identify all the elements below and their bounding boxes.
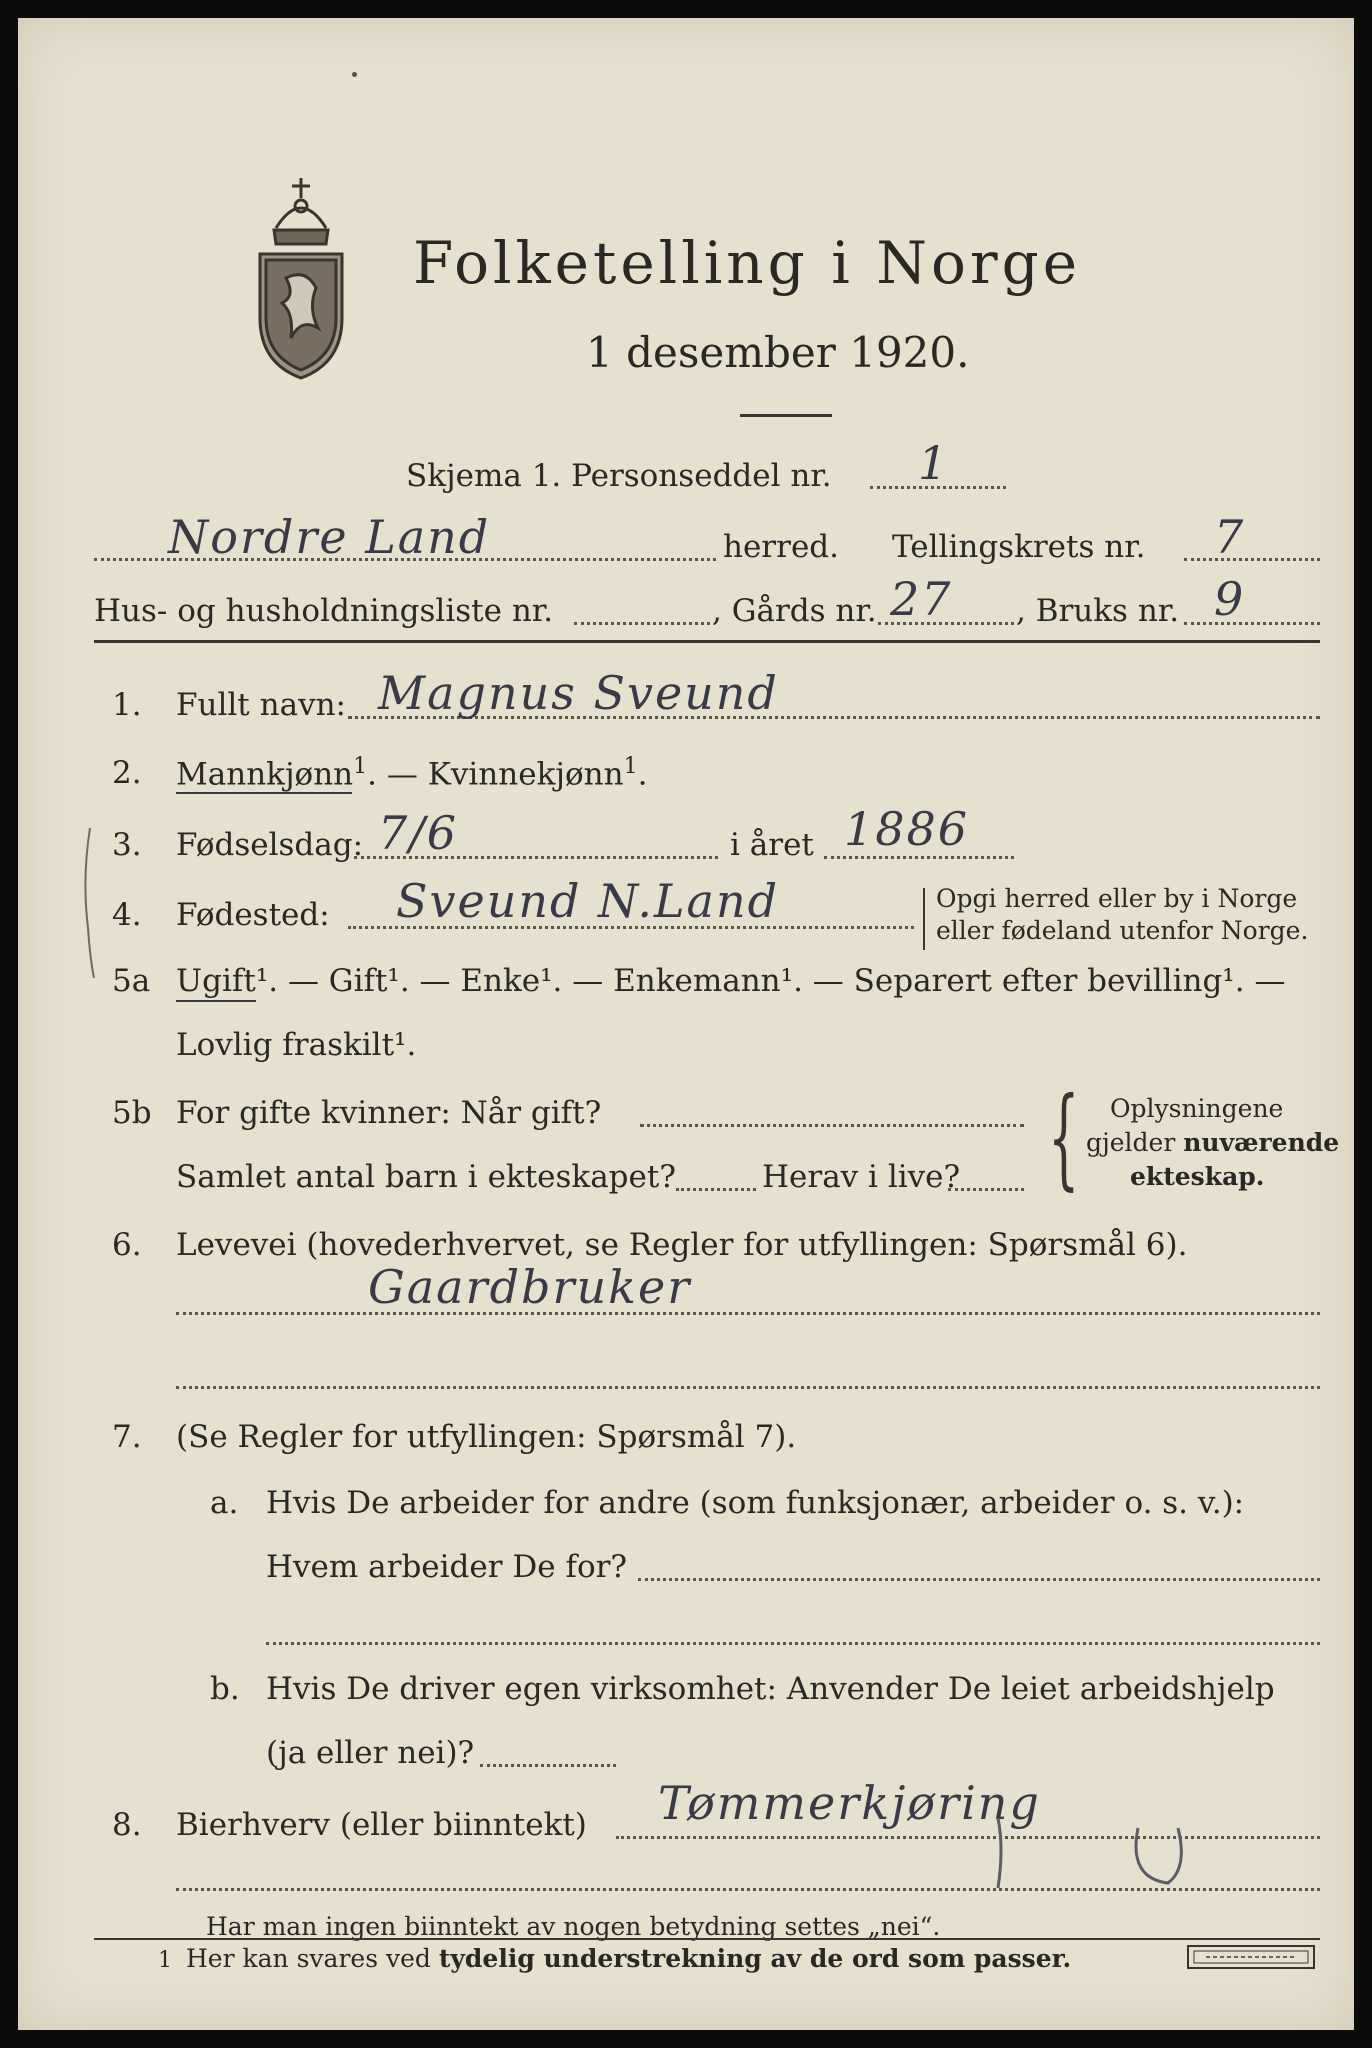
- q7-label: (Se Regler for utfyllingen: Spørsmål 7).: [176, 1419, 797, 1455]
- tellingskrets-line: [1184, 558, 1320, 561]
- q4-label: Fødested:: [176, 897, 330, 933]
- tellingskrets-nr: 7: [1214, 510, 1246, 564]
- gards-label: , Gårds nr.: [712, 593, 877, 629]
- q4-fodested: Sveund N.Land: [396, 874, 780, 928]
- bruks-nr: 9: [1214, 572, 1246, 626]
- q3-year-label: i året: [730, 827, 814, 863]
- q3-label: Fødselsdag:: [176, 827, 364, 863]
- q6-line2: [176, 1386, 1320, 1389]
- q7a-line2: Hvem arbeider De for?: [266, 1549, 628, 1585]
- q5b-note-line3: ekteskap.: [1130, 1162, 1265, 1191]
- gards-nr: 27: [890, 572, 953, 626]
- q4-note-line2: eller fødeland utenfor Norge.: [936, 916, 1309, 945]
- q5b-nar-gift-line: [640, 1124, 1024, 1127]
- q1-fullt-navn: Magnus Sveund: [378, 666, 779, 720]
- nei-note: Har man ingen biinntekt av nogen betydning settes „nei“.: [206, 1912, 941, 1941]
- q2-number: 2.: [112, 755, 142, 791]
- footnote-number: 1: [158, 1948, 172, 1973]
- q5b-line1: For gifte kvinner: Når gift?: [176, 1095, 602, 1131]
- q3-fodselsdag: 7/6: [378, 806, 459, 860]
- q7a-line1: Hvis De arbeider for andre (som funksjonær, arbeider o. s. v.):: [266, 1485, 1245, 1521]
- q5a-number: 5a: [112, 963, 151, 999]
- q7-number: 7.: [112, 1419, 142, 1455]
- q3-year: 1886: [844, 802, 970, 856]
- header-rule: [94, 640, 1320, 643]
- q5b-note-line2: gjelder nuværende: [1086, 1128, 1340, 1157]
- skjema-label: Skjema 1. Personseddel nr.: [406, 458, 832, 494]
- q3-number: 3.: [112, 827, 142, 863]
- hus-label: Hus- og husholdningsliste nr.: [94, 593, 554, 629]
- q1-label: Fullt navn:: [176, 687, 346, 723]
- q5b-note-line1: Oplysningene: [1110, 1094, 1284, 1123]
- q3-year-line: [824, 856, 1014, 859]
- q7b-line: [480, 1764, 616, 1767]
- bruks-label: , Bruks nr.: [1016, 593, 1180, 629]
- q5b-line2b: Herav i live?: [762, 1159, 961, 1195]
- q8-pencil-strokes: [978, 1808, 1238, 1898]
- q4-note-line1: Opgi herred eller by i Norge: [936, 884, 1298, 913]
- q8-bierhverv: Tømmerkjøring: [658, 1776, 1041, 1830]
- form-title: Folketelling i Norge: [413, 229, 1082, 297]
- printer-stamp-icon: [1186, 1944, 1316, 1970]
- coat-of-arms-icon: [246, 168, 356, 380]
- q6-line1: [176, 1312, 1320, 1315]
- form-date: 1 desember 1920.: [586, 328, 970, 377]
- q7b-line1: Hvis De driver egen virksomhet: Anvender De leiet arbeidshjelp: [266, 1671, 1275, 1707]
- herred-label: herred.: [723, 529, 839, 565]
- q6-levevei: Gaardbruker: [368, 1260, 692, 1314]
- q4-number: 4.: [112, 897, 142, 933]
- q7b-number: b.: [210, 1671, 240, 1707]
- q7a-line: [638, 1578, 1320, 1581]
- q8-label: Bierhverv (eller biinntekt): [176, 1807, 587, 1843]
- q4-note-bar: [923, 888, 925, 950]
- q7a-number: a.: [210, 1485, 239, 1521]
- q2-handwritten-underline: [176, 792, 352, 794]
- q7a-line-extra: [266, 1642, 1320, 1645]
- personseddel-nr: 1: [918, 436, 950, 490]
- q5b-number: 5b: [112, 1095, 152, 1131]
- title-divider: [740, 414, 832, 417]
- q5a-options: Ugift¹. — Gift¹. — Enke¹. — Enkemann¹. — Separert efter bevilling¹. —: [176, 963, 1286, 999]
- herred-value: Nordre Land: [168, 510, 491, 564]
- q7b-line2: (ja eller nei)?: [266, 1735, 475, 1771]
- q2-kvinnekjonn: Kvinnekjønn: [427, 756, 624, 793]
- q5b-barn-line: [676, 1188, 756, 1191]
- q5a-handwritten-underline: [176, 1000, 256, 1002]
- tellingskrets-label: Tellingskrets nr.: [892, 529, 1146, 565]
- q2-options: Mannkjønn$^1$. — Kvinnekjønn$^1$.: [176, 754, 648, 793]
- q8-number: 8.: [112, 1807, 142, 1843]
- q6-label: Levevei (hovederhvervet, se Regler for utfyllingen: Spørsmål 6).: [176, 1227, 1188, 1263]
- q5b-line2a: Samlet antal barn i ekteskapet?: [176, 1159, 676, 1195]
- q2-mannkjonn: Mannkjønn: [176, 756, 354, 793]
- margin-pencil-mark: [68, 818, 108, 988]
- q5a-options-line2: Lovlig fraskilt¹.: [176, 1027, 417, 1063]
- hus-line: [574, 622, 710, 625]
- census-form-sheet: [18, 18, 1354, 2030]
- q1-number: 1.: [112, 687, 142, 723]
- q5b-brace: {: [1048, 1073, 1080, 1201]
- q6-number: 6.: [112, 1227, 142, 1263]
- q5b-live-line: [948, 1188, 1024, 1191]
- bruks-line: [1184, 622, 1320, 625]
- footnote-text: Her kan svares ved tydelig understrekning av de ord som passer.: [186, 1944, 1072, 1973]
- footnote-rule: [94, 1938, 1320, 1940]
- ink-speck: [352, 72, 357, 77]
